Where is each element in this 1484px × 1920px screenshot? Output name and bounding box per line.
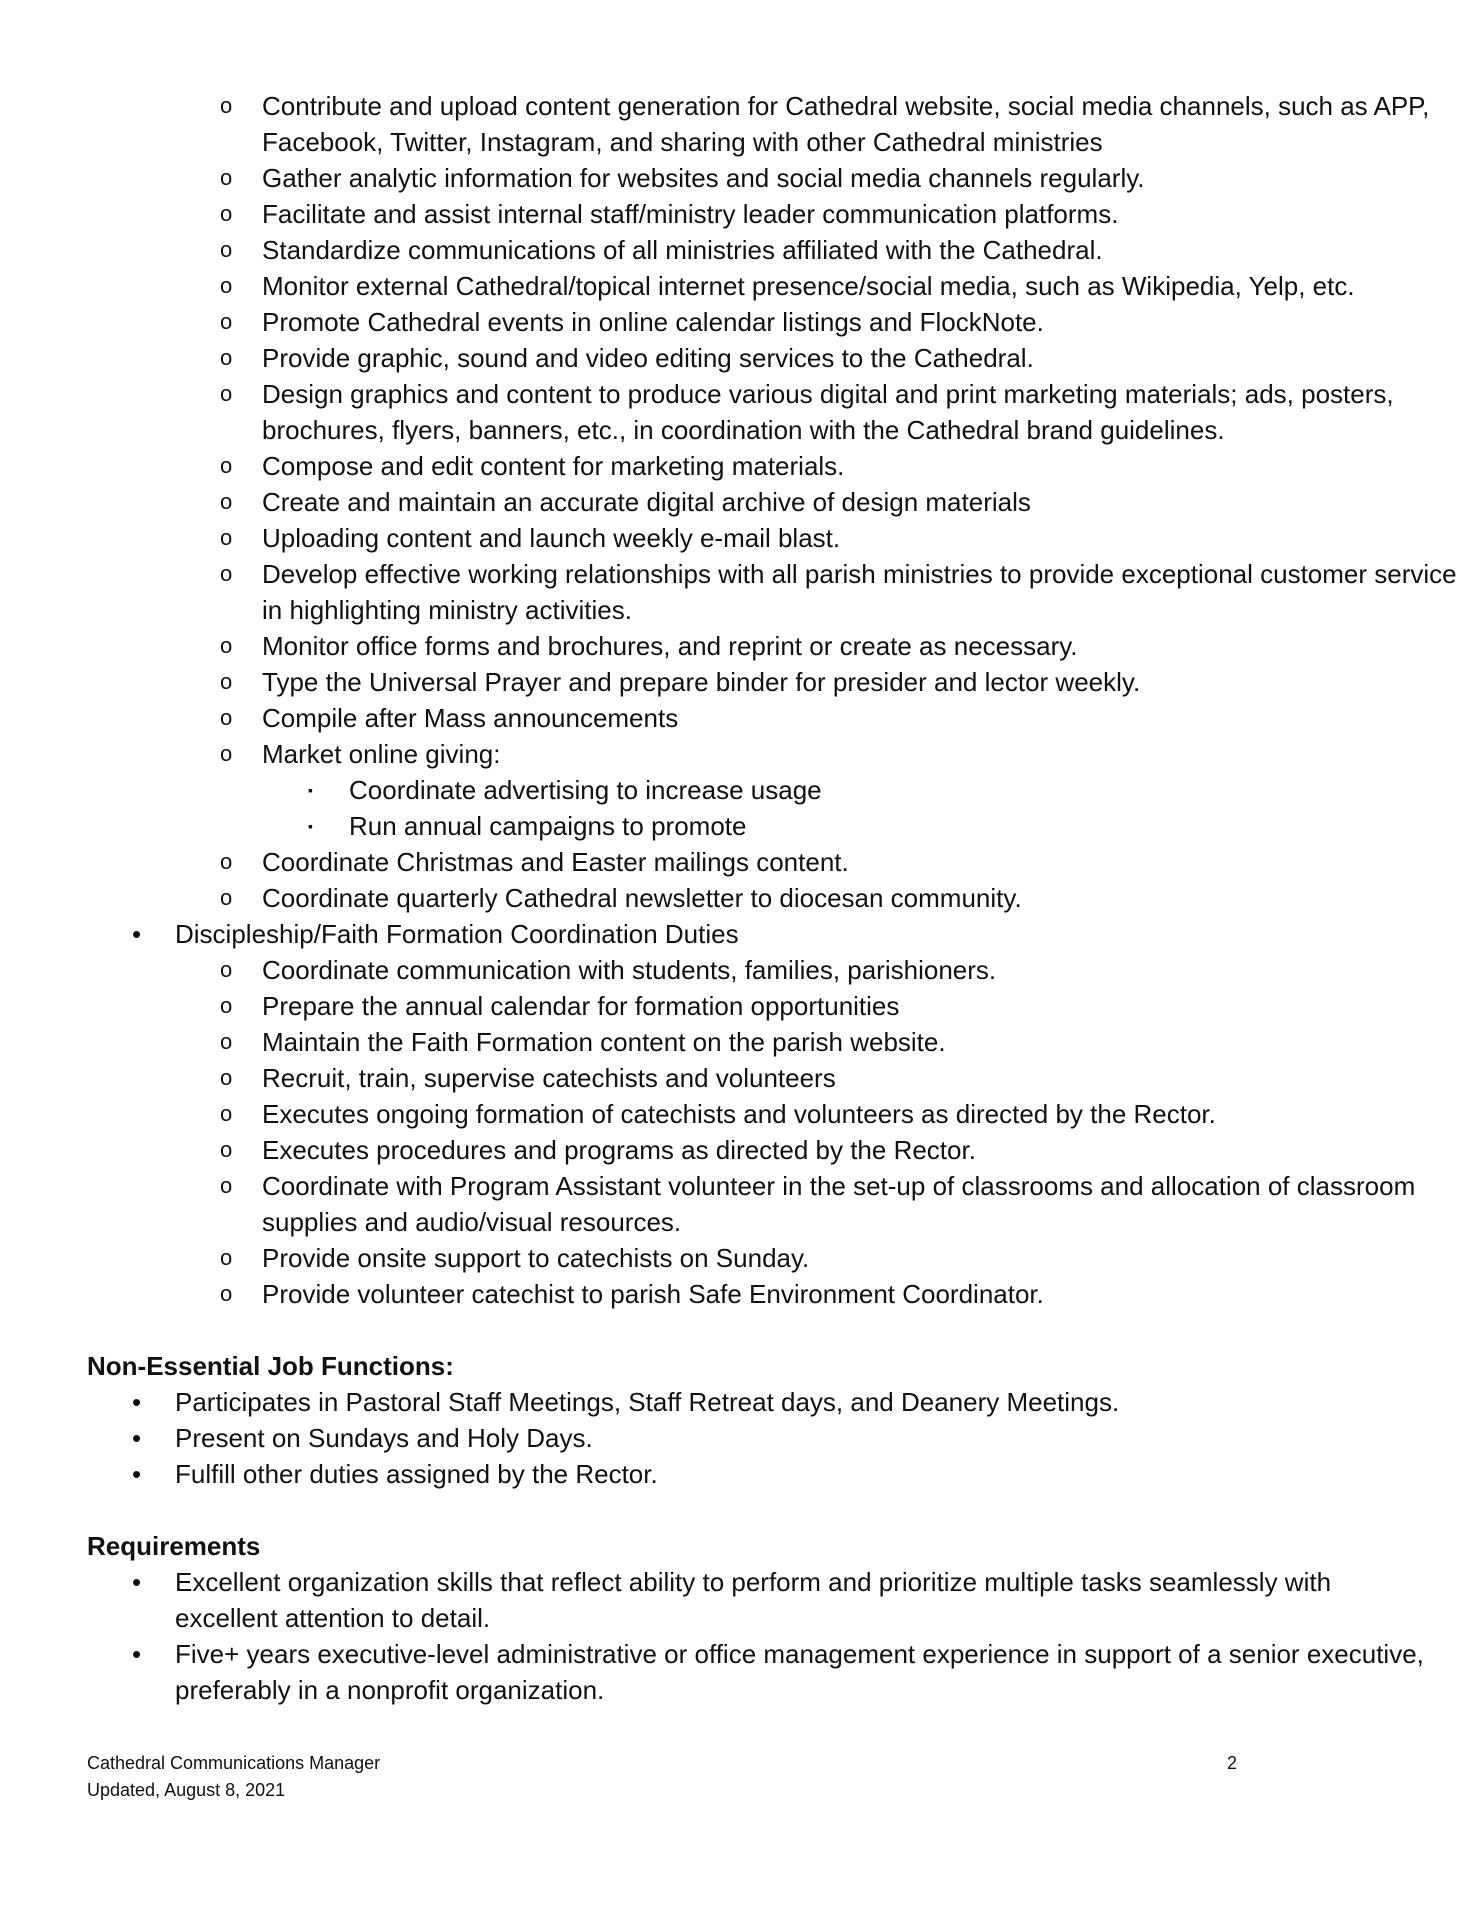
square-bullet-icon: ▪ — [308, 818, 313, 834]
list-item: • Present on Sundays and Holy Days. — [87, 1420, 1430, 1456]
section-heading: Requirements — [87, 1531, 261, 1561]
circle-bullet-icon: o — [220, 957, 233, 982]
section-title: • Discipleship/Faith Formation Coordination Duties — [87, 916, 1430, 952]
list-item: o Design graphics and content to produce various digital and print marketing materials; ads, posters, brochures, flyers, banners, etc., in coordination with the Cathedral brand guidelines. — [87, 376, 1462, 448]
circle-bullet-icon: o — [220, 453, 233, 478]
list-item: • Five+ years executive-level administrative or office management experience in support of a senior executive, preferably in a nonprofit organization. — [87, 1636, 1430, 1708]
list-item: o Market online giving: — [87, 736, 1462, 772]
circle-bullet-icon: o — [220, 669, 233, 694]
circle-bullet-icon: o — [220, 741, 233, 766]
circle-bullet-icon: o — [220, 525, 233, 550]
bullet-icon: • — [132, 919, 142, 949]
circle-bullet-icon: o — [220, 165, 233, 190]
list-item: o Develop effective working relationships with all parish ministries to provide exceptional customer service in highlighting ministry activities. — [87, 556, 1462, 628]
bullet-icon: • — [132, 1459, 142, 1489]
list-item: o Executes procedures and programs as directed by the Rector. — [87, 1132, 1462, 1168]
bullet-icon: • — [132, 1639, 142, 1669]
list-item: o Monitor external Cathedral/topical internet presence/social media, such as Wikipedia, Yelp, etc. — [87, 268, 1462, 304]
circle-bullet-icon: o — [220, 237, 233, 262]
list-item: ▪ Coordinate advertising to increase usage — [87, 772, 1417, 808]
list-item: o Contribute and upload content generation for Cathedral website, social media channels, such as APP, Facebook, Twitter, Instagram, and sharing with other Cathedral ministries — [87, 88, 1462, 160]
square-bullet-icon: ▪ — [308, 782, 313, 798]
list-item: o Type the Universal Prayer and prepare binder for presider and lector weekly. — [87, 664, 1462, 700]
non-essential-section — [87, 1348, 1417, 1492]
circle-bullet-icon: o — [220, 1137, 233, 1162]
list-item: o Compose and edit content for marketing materials. — [87, 448, 1462, 484]
circle-bullet-icon: o — [220, 633, 233, 658]
circle-bullet-icon: o — [220, 345, 233, 370]
bullet-icon: • — [132, 1423, 142, 1453]
document-body — [87, 88, 1457, 1708]
circle-bullet-icon: o — [220, 1065, 233, 1090]
list-item: o Provide graphic, sound and video editing services to the Cathedral. — [87, 340, 1462, 376]
list-item: o Provide onsite support to catechists on Sunday. — [87, 1240, 1462, 1276]
list-item: o Create and maintain an accurate digital archive of design materials — [87, 484, 1462, 520]
circle-bullet-icon: o — [220, 1173, 233, 1198]
circle-bullet-icon: o — [220, 885, 233, 910]
bullet-icon: • — [132, 1567, 142, 1597]
list-item: o Gather analytic information for websites and social media channels regularly. — [87, 160, 1462, 196]
list-item: o Prepare the annual calendar for formation opportunities — [87, 988, 1462, 1024]
list-item: o Provide volunteer catechist to parish Safe Environment Coordinator. — [87, 1276, 1462, 1312]
list-item: o Standardize communications of all ministries affiliated with the Cathedral. — [87, 232, 1462, 268]
list-item: • Fulfill other duties assigned by the Rector. — [87, 1456, 1430, 1492]
circle-bullet-icon: o — [220, 93, 233, 118]
list-item: o Recruit, train, supervise catechists and volunteers — [87, 1060, 1462, 1096]
footer-title: Cathedral Communications Manager — [87, 1753, 381, 1773]
list-item: o Coordinate Christmas and Easter mailings content. — [87, 844, 1462, 880]
circle-bullet-icon: o — [220, 705, 233, 730]
circle-bullet-icon: o — [220, 201, 233, 226]
list-item: o Promote Cathedral events in online calendar listings and FlockNote. — [87, 304, 1462, 340]
list-item: o Compile after Mass announcements — [87, 700, 1462, 736]
list-item: o Monitor office forms and brochures, and reprint or create as necessary. — [87, 628, 1462, 664]
list-item: o Coordinate with Program Assistant volunteer in the set-up of classrooms and allocation of classroom supplies and audio/visual resources. — [87, 1168, 1462, 1240]
page-footer — [87, 1750, 1237, 1804]
list-item: o Coordinate quarterly Cathedral newsletter to diocesan community. — [87, 880, 1462, 916]
list-item: o Executes ongoing formation of catechists and volunteers as directed by the Rector. — [87, 1096, 1462, 1132]
list-item: o Coordinate communication with students, families, parishioners. — [87, 952, 1462, 988]
circle-bullet-icon: o — [220, 561, 233, 586]
circle-bullet-icon: o — [220, 489, 233, 514]
circle-bullet-icon: o — [220, 849, 233, 874]
circle-bullet-icon: o — [220, 1281, 233, 1306]
list-item: • Participates in Pastoral Staff Meetings, Staff Retreat days, and Deanery Meetings. — [87, 1384, 1430, 1420]
list-item: o Maintain the Faith Formation content on the parish website. — [87, 1024, 1462, 1060]
faith-formation-section — [87, 916, 1417, 1312]
circle-bullet-icon: o — [220, 993, 233, 1018]
bullet-icon: • — [132, 1387, 142, 1417]
list-item: o Facilitate and assist internal staff/ministry leader communication platforms. — [87, 196, 1462, 232]
circle-bullet-icon: o — [220, 273, 233, 298]
circle-bullet-icon: o — [220, 381, 233, 406]
circle-bullet-icon: o — [220, 1029, 233, 1054]
communications-duties-list — [87, 88, 1457, 916]
footer-updated-date: Updated, August 8, 2021 — [87, 1780, 286, 1800]
list-item: ▪ Run annual campaigns to promote — [87, 808, 1417, 844]
circle-bullet-icon: o — [220, 1101, 233, 1126]
page-number: 2 — [1226, 1753, 1237, 1773]
requirements-section — [87, 1528, 1424, 1708]
circle-bullet-icon: o — [220, 1245, 233, 1270]
list-item: • Excellent organization skills that reflect ability to perform and prioritize multiple tasks seamlessly with excellent attention to detail. — [87, 1564, 1430, 1636]
circle-bullet-icon: o — [220, 309, 233, 334]
list-item: o Uploading content and launch weekly e-mail blast. — [87, 520, 1462, 556]
section-heading: Non-Essential Job Functions: — [87, 1351, 454, 1381]
